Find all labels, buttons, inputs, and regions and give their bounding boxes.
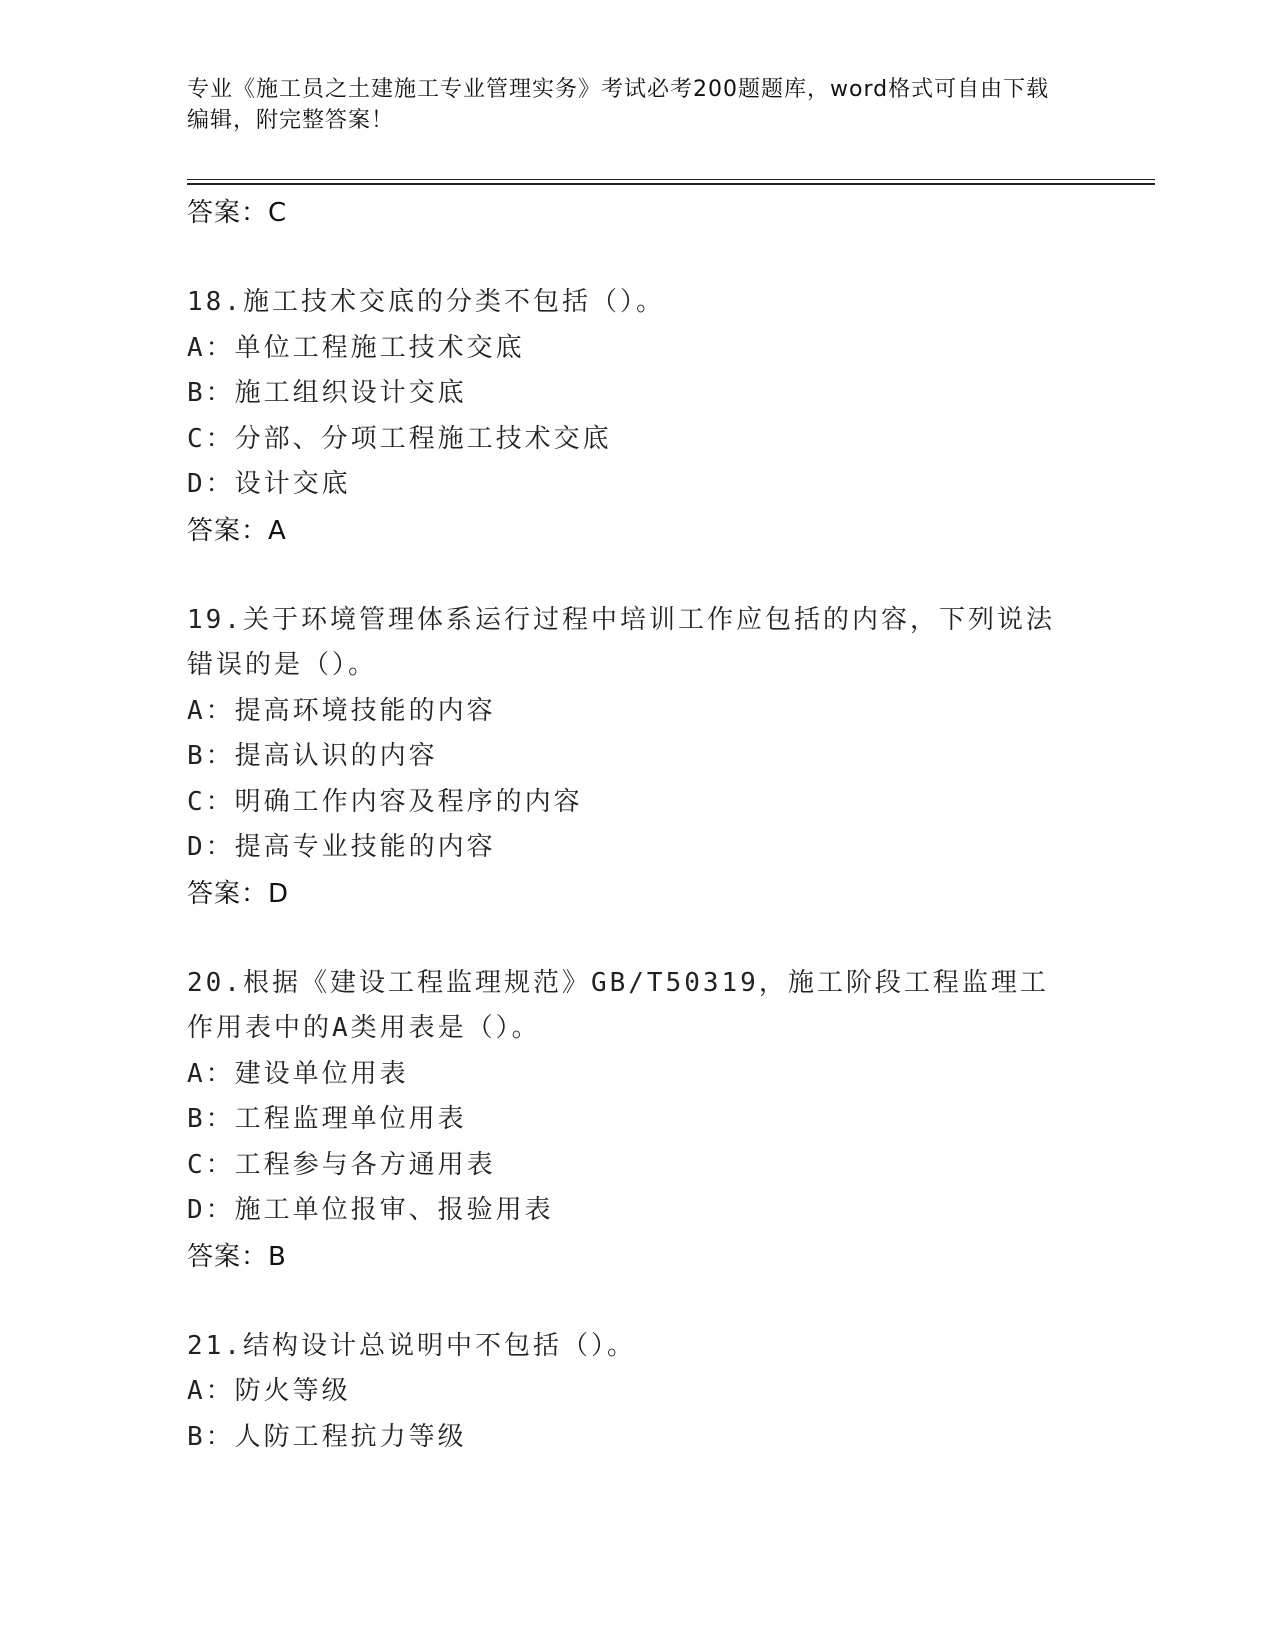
question-stem: 20.根据《建设工程监理规范》GB/T50319，施工阶段工程监理工作用表中的A类用表是（）。 <box>187 967 1049 1043</box>
option-a: A：单位工程施工技术交底 <box>187 332 525 363</box>
answer-line: 答案：B <box>187 1241 287 1272</box>
option-b: B：提高认识的内容 <box>187 741 438 771</box>
answer-line: 答案：D <box>187 878 290 909</box>
question-stem: 18.施工技术交底的分类不包括（）。 <box>187 287 665 317</box>
question-item <box>187 1324 1087 1461</box>
option-d: D：设计交底 <box>187 469 351 499</box>
question-item <box>187 961 1087 1280</box>
option-b: B：人防工程抗力等级 <box>187 1421 467 1452</box>
option-a: A：提高环境技能的内容 <box>187 695 496 726</box>
option-c: C：明确工作内容及程序的内容 <box>187 786 583 817</box>
option-a: A：建设单位用表 <box>187 1058 409 1089</box>
answer-line: 答案：C <box>187 198 288 228</box>
header-rule-thick <box>187 183 1155 185</box>
question-item <box>187 280 1087 554</box>
question-stem: 19.关于环境管理体系运行过程中培训工作应包括的内容，下列说法错误的是（）。 <box>187 604 1055 680</box>
header-rule-thin <box>187 179 1155 180</box>
option-c: C：分部、分项工程施工技术交底 <box>187 423 612 454</box>
option-d: D：提高专业技能的内容 <box>187 832 496 862</box>
option-b: B：施工组织设计交底 <box>187 378 467 408</box>
question-stem: 21.结构设计总说明中不包括（）。 <box>187 1330 636 1361</box>
question-item <box>187 598 1087 917</box>
document-header: 专业《施工员之土建施工专业管理实务》考试必考200题题库，word格式可自由下载编辑，附完整答案！ <box>187 77 1050 133</box>
option-d: D：施工单位报审、报验用表 <box>187 1195 554 1225</box>
answer-line: 答案：A <box>187 515 287 546</box>
document-body <box>187 190 1087 1460</box>
option-a: A：防火等级 <box>187 1376 351 1406</box>
option-b: B：工程监理单位用表 <box>187 1104 467 1134</box>
option-c: C：工程参与各方通用表 <box>187 1149 496 1180</box>
